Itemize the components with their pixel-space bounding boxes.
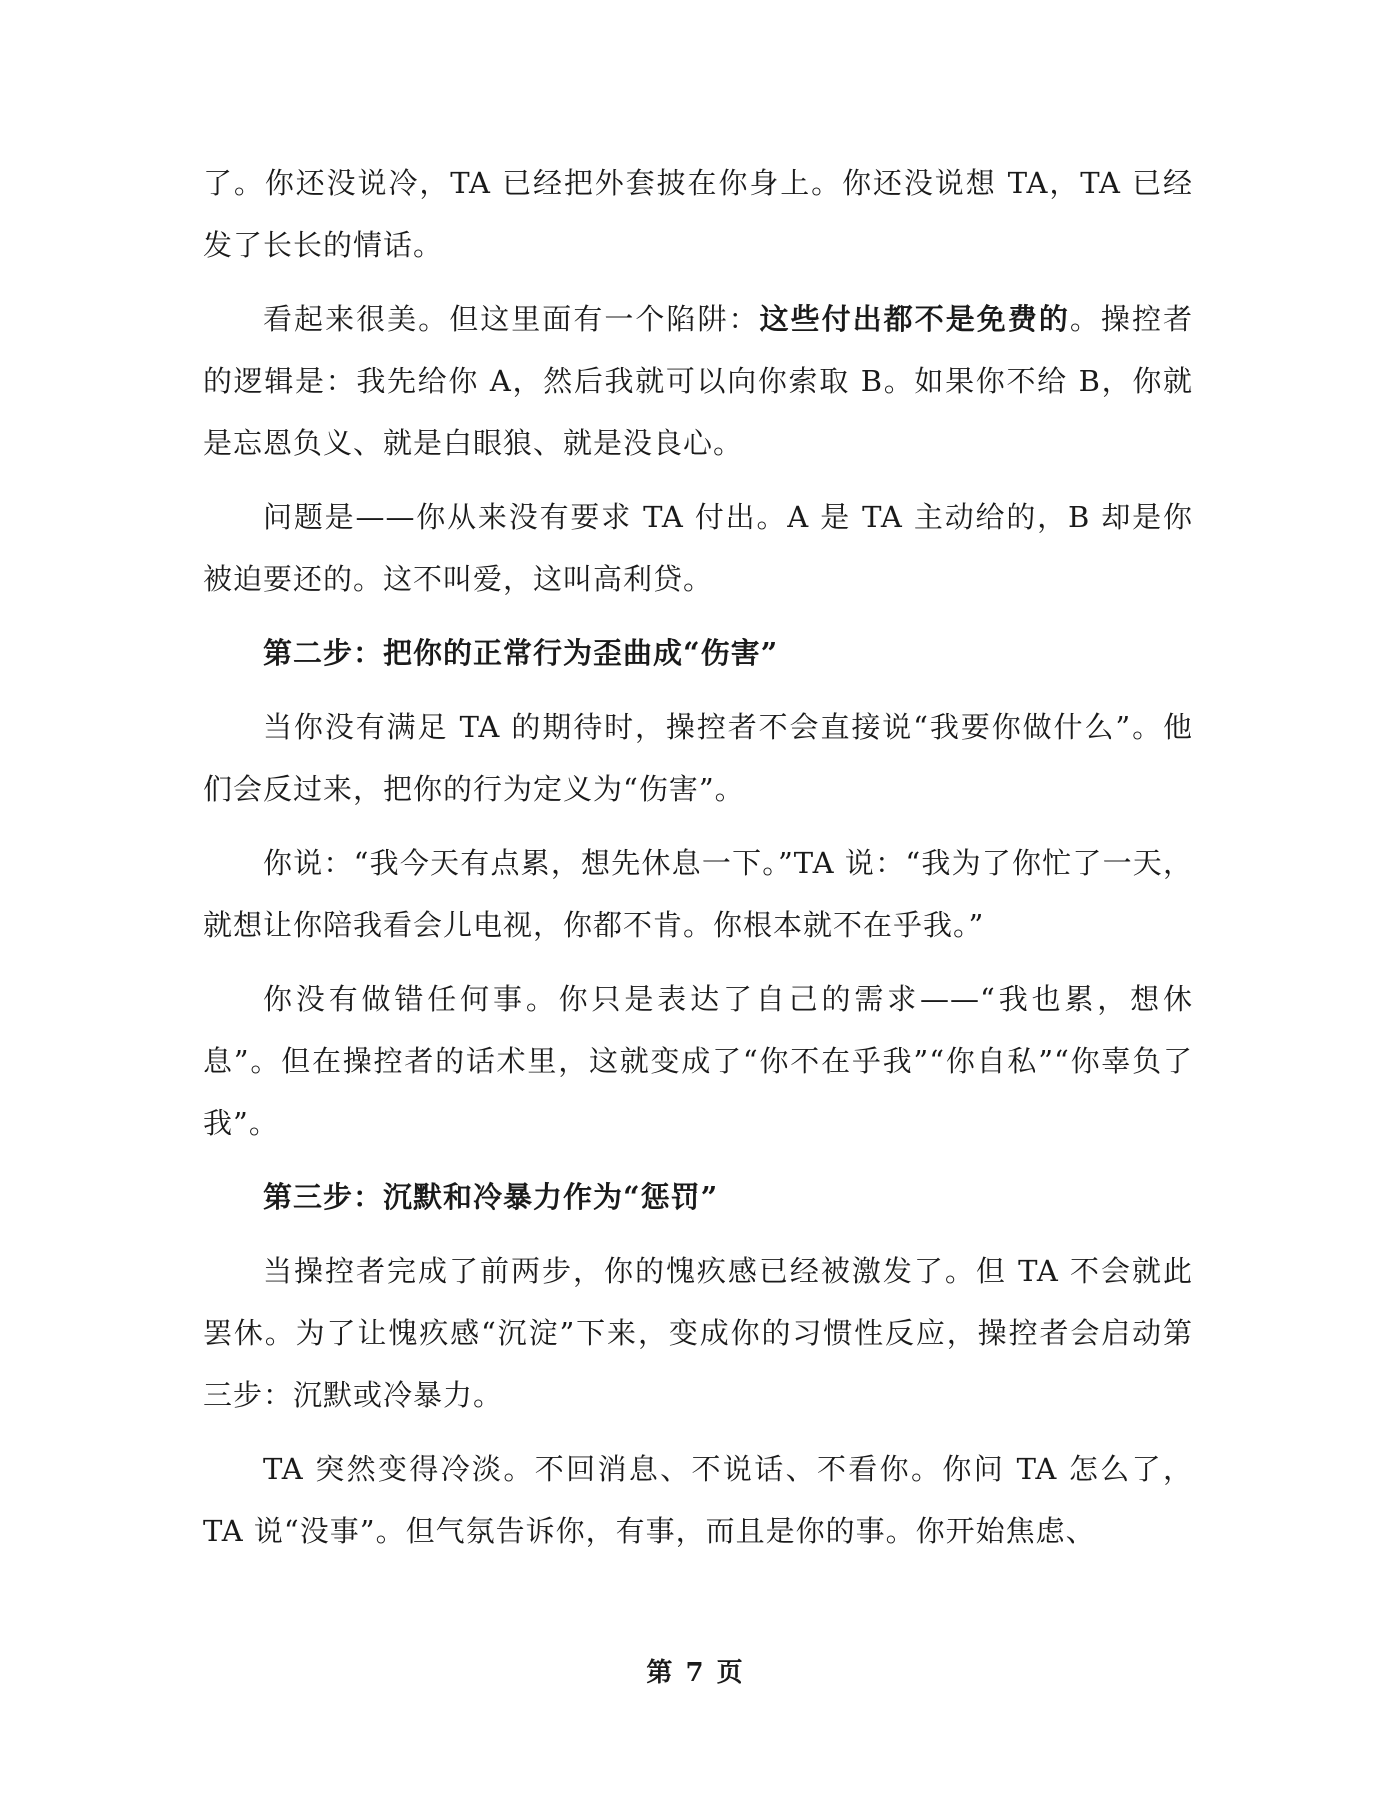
page-number: 第 7 页 — [646, 1658, 745, 1688]
paragraph-cold-treatment: TA 突然变得冷淡。不回消息、不说话、不看你。你问 TA 怎么了，TA 说“没事”。但气氛告诉你，有事，而且是你的事。你开始焦虑、 — [203, 1452, 1193, 1548]
section-heading-step-three: 第三步：沉默和冷暴力作为“惩罚” — [263, 1180, 719, 1214]
paragraph-usury: 问题是——你从来没有要求 TA 付出。A 是 TA 主动给的，B 却是你被迫要还的。这不叫爱，这叫高利贷。 — [203, 500, 1193, 596]
section-heading-step-two: 第二步：把你的正常行为歪曲成“伤害” — [263, 636, 779, 670]
paragraph-reframing: 你没有做错任何事。你只是表达了自己的需求——“我也累，想休息”。但在操控者的话术里，这就变成了“你不在乎我”“你自私”“你辜负了我”。 — [203, 982, 1193, 1140]
paragraph-trap-lead: 看起来很美。但这里面有一个陷阱： — [263, 302, 760, 336]
paragraph-guilt-settle: 当操控者完成了前两步，你的愧疚感已经被激发了。但 TA 不会就此罢休。为了让愧疚感“沉淀”下来，变成你的习惯性反应，操控者会启动第三步：沉默或冷暴力。 — [203, 1254, 1193, 1412]
paragraph-trap — [203, 288, 1193, 474]
paragraph-continuation: 了。你还没说冷，TA 已经把外套披在你身上。你还没说想 TA，TA 已经发了长长的情话。 — [203, 166, 1193, 262]
paragraph-trap-rest: 。操控者的逻辑是：我先给你 A，然后我就可以向你索取 B。如果你不给 B，你就是忘恩负义、就是白眼狼、就是没良心。 — [203, 302, 1193, 460]
paragraph-define-harm: 当你没有满足 TA 的期待时，操控者不会直接说“我要你做什么”。他们会反过来，把你的行为定义为“伤害”。 — [203, 710, 1193, 806]
paragraph-trap-emphasis: 这些付出都不是免费的 — [759, 302, 1070, 336]
paragraph-dialogue-example: 你说：“我今天有点累，想先休息一下。”TA 说：“我为了你忙了一天，就想让你陪我看会儿电视，你都不肯。你根本就不在乎我。” — [203, 846, 1193, 942]
page-body — [203, 152, 1193, 1574]
